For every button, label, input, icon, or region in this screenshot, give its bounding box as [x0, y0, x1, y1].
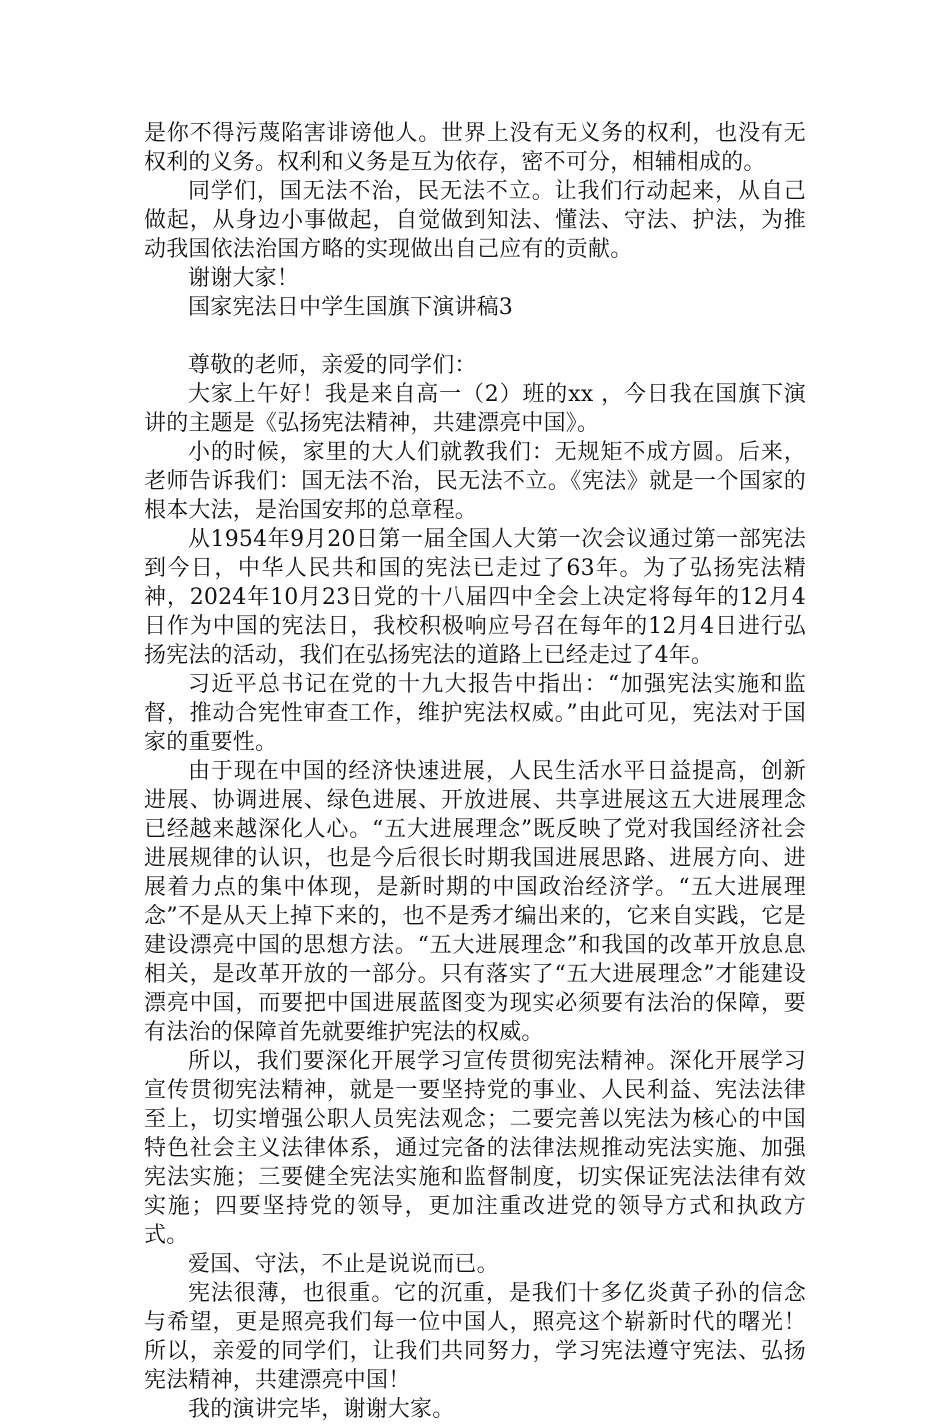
- paragraph: 由于现在中国的经济快速进展，人民生活水平日益提高，创新进展、协调进展、绿色进展、开放进展、共享进展这五大进展理念已经越来越深化人心。“五大进展理念”既反映了党对我国经济社会进展规律的认识，也是今后很长时期我国进展思路、进展方向、进展着力点的集中体现，是新时期的中国政治经济学。“五大进展理念”不是从天上掉下来的，也不是秀才编出来的，它来自实践，它是建设漂亮中国的思想方法。“五大进展理念”和我国的改革开放息息相关，是改革开放的一部分。只有落实了“五大进展理念”才能建设漂亮中国，而要把中国进展蓝图变为现实必须要有法治的保障，要有法治的保障首先就要维护宪法的权威。: [144, 759, 806, 1045]
- paragraph: 所以，我们要深化开展学习宣传贯彻宪法精神。深化开展学习宣传贯彻宪法精神，就是一要坚持党的事业、人民利益、宪法法律至上，切实增强公职人员宪法观念；二要完善以宪法为核心的中国特色社会主义法律体系，通过完备的法律法规推动宪法实施、加强宪法实施；三要健全宪法实施和监督制度，切实保证宪法法律有效实施；四要坚持党的领导，更加注重改进党的领导方式和执政方式。: [144, 1049, 806, 1248]
- closing-thanks: 谢谢大家！: [188, 266, 300, 291]
- paragraph: 爱国、守法，不止是说说而已。: [188, 1252, 499, 1277]
- closing-line: 我的演讲完毕，谢谢大家。: [188, 1397, 455, 1422]
- paragraph: 小的时候，家里的大人们就教我们：无规矩不成方圆。后来，老师告诉我们：国无法不治，民无法不立。《宪法》就是一个国家的根本大法，是治国安邦的总章程。: [144, 440, 806, 523]
- paragraph: 大家上午好！我是来自高一（2）班的xx ，今日我在国旗下演讲的主题是《弘扬宪法精神，共建漂亮中国》。: [144, 382, 806, 436]
- blank-line: [144, 322, 806, 351]
- section-title: 国家宪法日中学生国旗下演讲稿3: [188, 295, 513, 320]
- paragraph: 同学们，国无法不治，民无法不立。让我们行动起来，从自己做起，从身边小事做起，自觉做到知法、懂法、守法、护法，为推动我国依法治国方略的实现做出自己应有的贡献。: [144, 179, 806, 262]
- paragraph: 是你不得污蔑陷害诽谤他人。世界上没有无义务的权利，也没有无权利的义务。权利和义务是互为依存，密不可分，相辅相成的。: [144, 121, 806, 175]
- paragraph: 习近平总书记在党的十九大报告中指出：“加强宪法实施和监督，推动合宪性审查工作，维护宪法权威。”由此可见，宪法对于国家的重要性。: [144, 672, 806, 755]
- salutation: 尊敬的老师，亲爱的同学们：: [188, 353, 477, 378]
- paragraph: 宪法很薄，也很重。它的沉重，是我们十多亿炎黄子孙的信念与希望，更是照亮我们每一位中国人，照亮这个崭新时代的曙光！所以，亲爱的同学们，让我们共同努力，学习宪法遵守宪法、弘扬宪法精神，共建漂亮中国！: [144, 1281, 806, 1393]
- paragraph: 从1954年9月20日第一届全国人大第一次会议通过第一部宪法到今日，中华人民共和国的宪法已走过了63年。为了弘扬宪法精神，2024年10月23日党的十八届四中全会上决定将每年的12月4日作为中国的宪法日，我校积极响应号召在每年的12月4日进行弘扬宪法的活动，我们在弘扬宪法的道路上已经走过了4年。: [144, 527, 806, 668]
- document-body: [144, 119, 806, 1424]
